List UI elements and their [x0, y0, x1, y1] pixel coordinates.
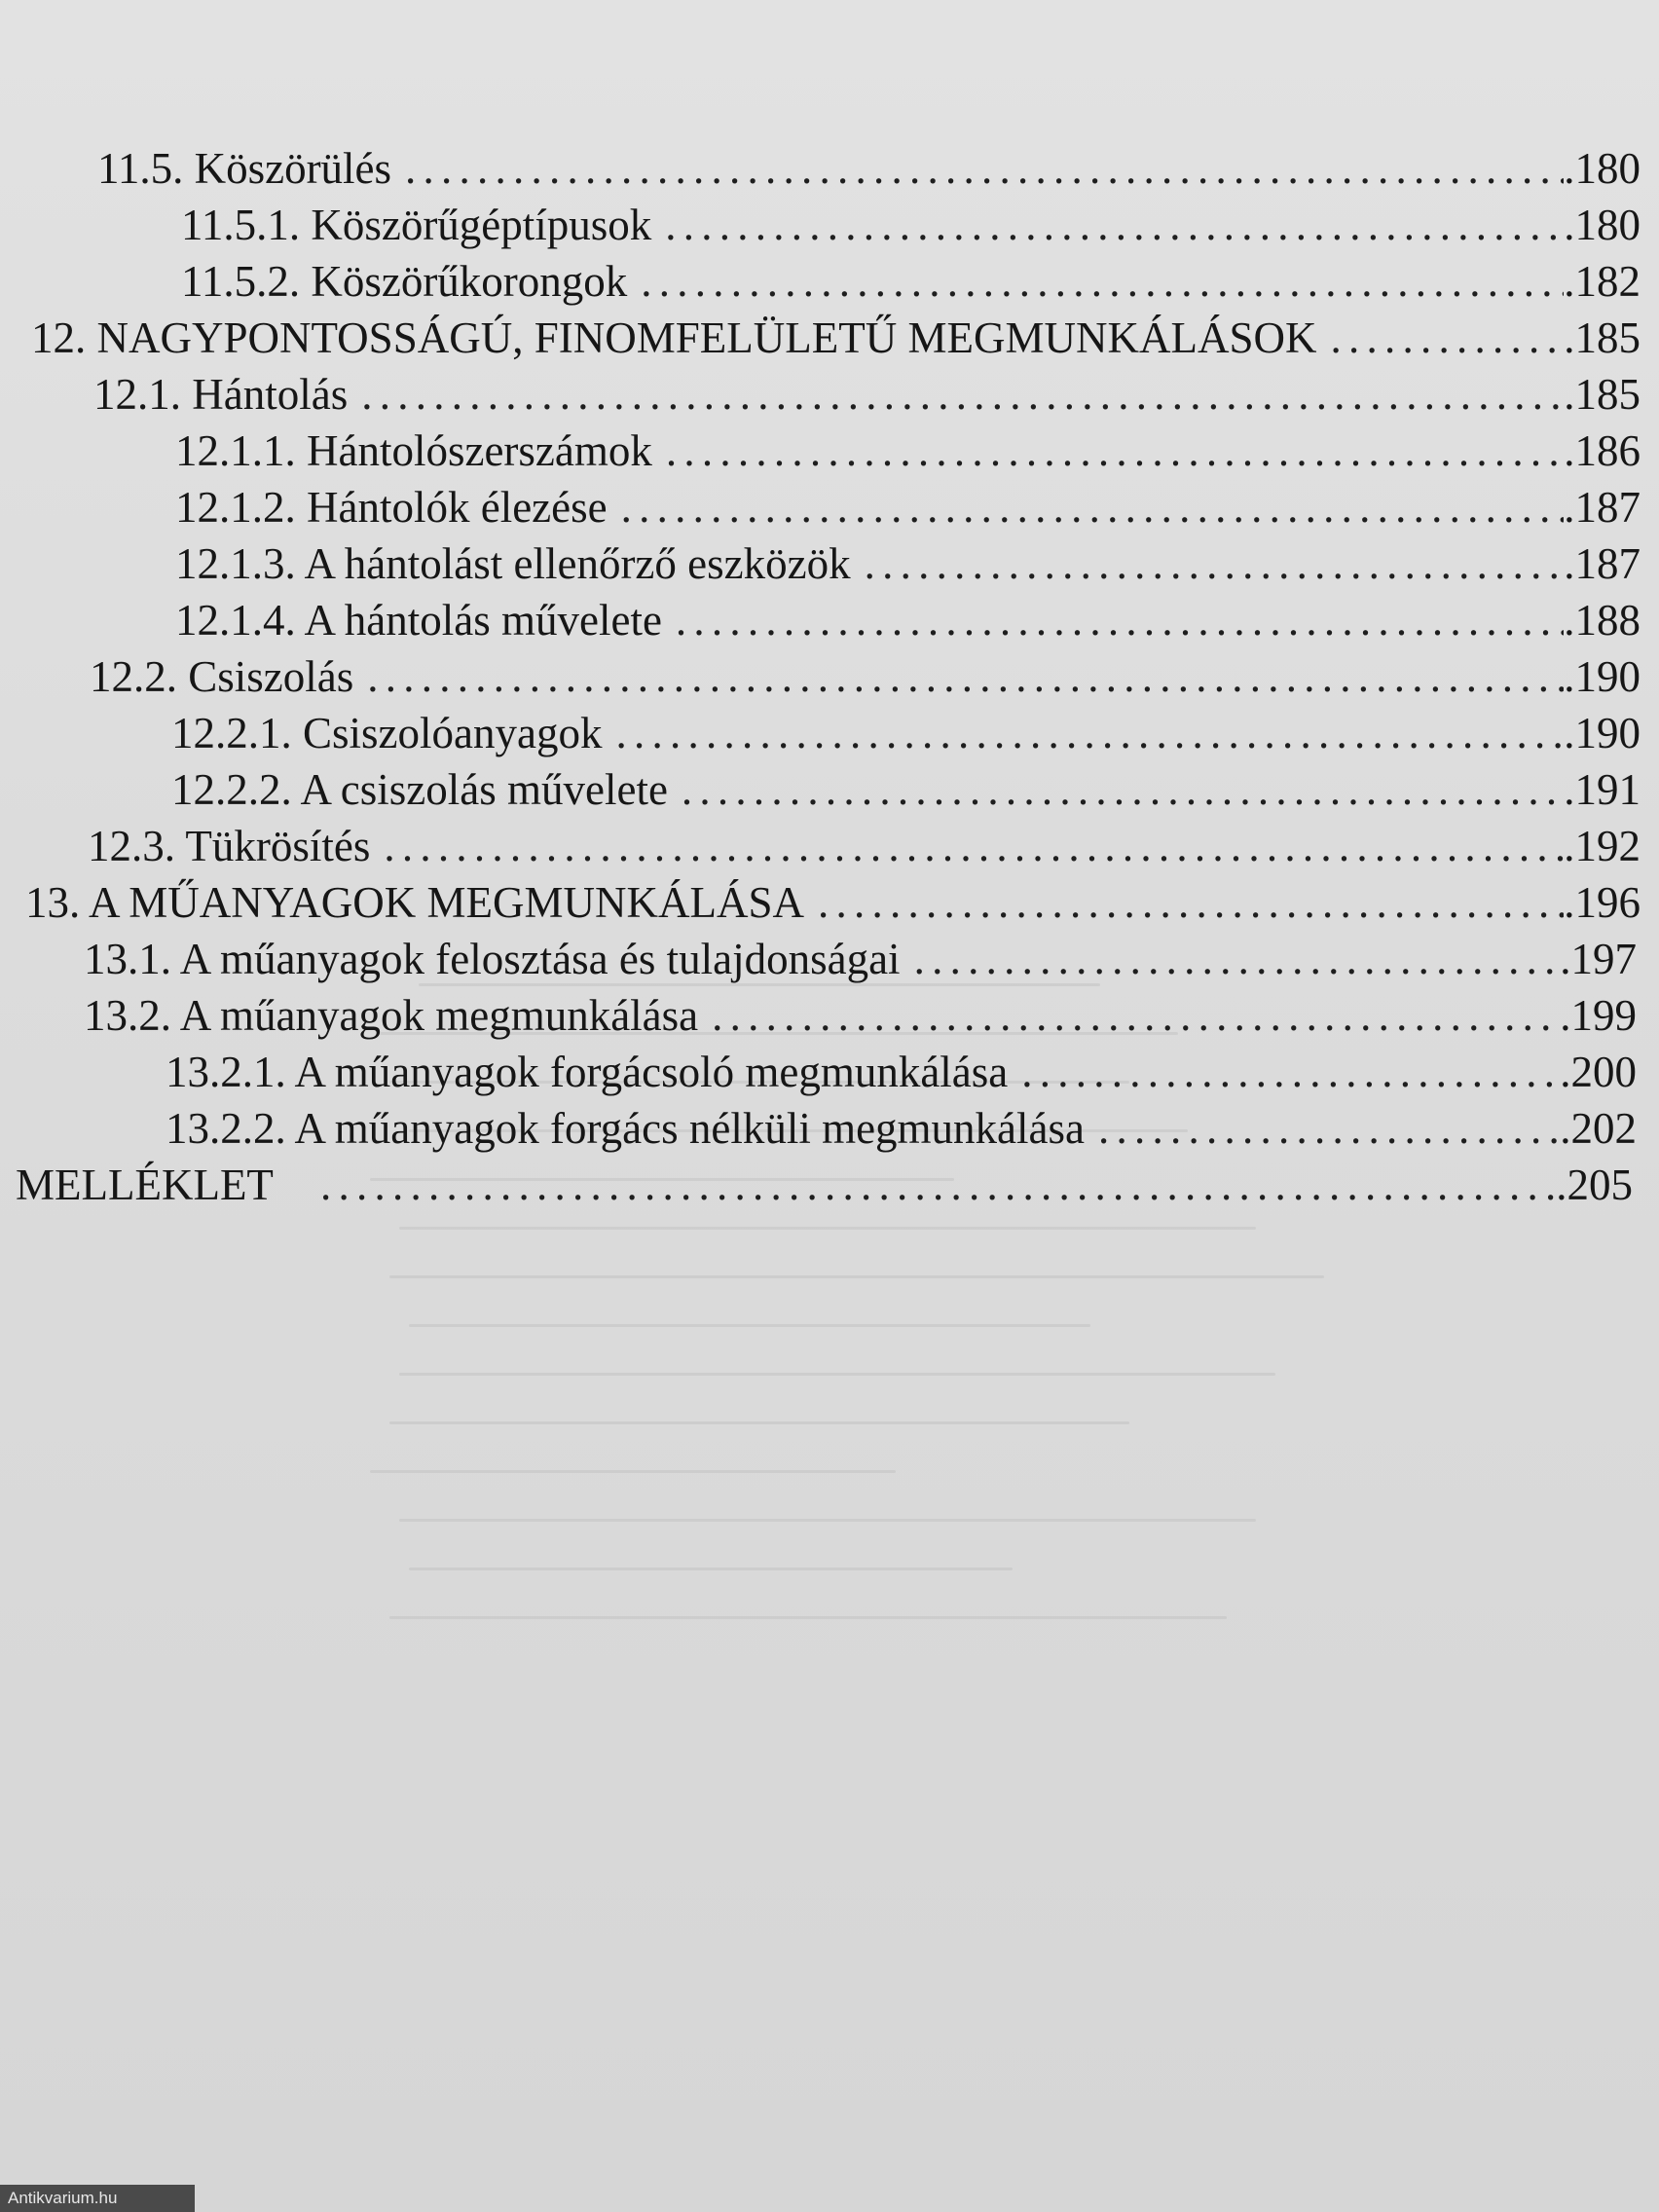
toc-entry-13-1 — [84, 929, 1637, 989]
toc-page-number: .190 — [1564, 652, 1641, 701]
toc-leader-dots — [320, 1155, 1556, 1215]
toc-page-number: .200 — [1560, 1048, 1637, 1096]
toc-entry-title: 12.2.2. A csiszolás művelete — [171, 765, 668, 814]
toc-leader-dots — [384, 816, 1564, 876]
toc-entry-title: 11.5.1. Köszörűgéptípusok — [181, 201, 652, 249]
toc-page-number: .182 — [1564, 257, 1641, 306]
toc-page-number: .185 — [1564, 313, 1641, 362]
toc-entry-title: MELLÉKLET — [16, 1161, 274, 1209]
toc-entry-12-2-2 — [171, 759, 1641, 820]
toc-entry-title: 12.2. Csiszolás — [90, 652, 354, 701]
toc-entry-title: 12.1.4. A hántolás művelete — [175, 596, 662, 645]
toc-entry-13-2-1 — [166, 1042, 1637, 1102]
toc-page-number: .185 — [1564, 370, 1641, 419]
toc-entry-12-2-1 — [171, 703, 1641, 763]
toc-entry-title: 12.1.1. Hántolószerszámok — [175, 426, 652, 475]
toc-leader-dots — [621, 477, 1565, 537]
toc-entry-12-1-2 — [175, 477, 1641, 537]
toc-leader-dots — [1098, 1098, 1560, 1159]
toc-leader-dots — [818, 872, 1564, 933]
toc-page-number: .187 — [1564, 483, 1641, 532]
toc-entry-title: 12.1.2. Hántolók élezése — [175, 483, 608, 532]
toc-entry-13-2-2 — [166, 1098, 1637, 1159]
toc-page-number: .202 — [1560, 1104, 1637, 1153]
toc-page-number: .197 — [1560, 935, 1637, 983]
toc-entry-12-3 — [88, 816, 1641, 876]
toc-entry-12-1-4 — [175, 590, 1641, 650]
toc-leader-dots — [666, 421, 1564, 481]
toc-page-number: .180 — [1564, 144, 1641, 193]
toc-page-number: .187 — [1564, 539, 1641, 588]
toc-entry-title: 11.5. Köszörülés — [97, 144, 392, 193]
toc-page-number: .186 — [1564, 426, 1641, 475]
toc-entry-title: 12.3. Tükrösítés — [88, 822, 371, 870]
toc-page-number: .188 — [1564, 596, 1641, 645]
toc-entry-melleklet — [16, 1155, 1633, 1215]
toc-leader-dots — [367, 646, 1564, 707]
toc-entry-13-2 — [84, 985, 1637, 1046]
toc-page-number: .205 — [1556, 1161, 1633, 1209]
toc-page-number: .190 — [1564, 709, 1641, 757]
toc-page-number: .191 — [1564, 765, 1641, 814]
watermark-label: Antikvarium.hu — [0, 2185, 195, 2212]
toc-entry-title: 12. NAGYPONTOSSÁGÚ, FINOMFELÜLETŰ MEGMUNKÁLÁSOK — [31, 313, 1317, 362]
toc-leader-dots — [641, 251, 1564, 312]
toc-leader-dots — [405, 138, 1564, 199]
toc-entry-title: 13.2.2. A műanyagok forgács nélküli megmunkálása — [166, 1104, 1085, 1153]
toc-entry-11-5-1 — [181, 195, 1641, 255]
toc-entry-title: 13.1. A műanyagok felosztása és tulajdonságai — [84, 935, 901, 983]
toc-entry-title: 13.2.1. A műanyagok forgácsoló megmunkálása — [166, 1048, 1009, 1096]
toc-entry-13 — [25, 872, 1641, 933]
toc-entry-12 — [31, 308, 1641, 368]
toc-entry-title: 11.5.2. Köszörűkorongok — [181, 257, 628, 306]
toc-entry-12-2 — [90, 646, 1641, 707]
toc-entry-title: 12.1.3. A hántolást ellenőrző eszközök — [175, 539, 851, 588]
toc-leader-dots — [665, 195, 1564, 255]
toc-entry-11-5 — [97, 138, 1641, 199]
toc-leader-dots — [615, 703, 1564, 763]
toc-leader-dots — [914, 929, 1561, 989]
toc-entry-title: 13.2. A műanyagok megmunkálása — [84, 991, 699, 1040]
toc-page-number: .180 — [1564, 201, 1641, 249]
toc-leader-dots — [361, 364, 1564, 424]
toc-entry-11-5-2 — [181, 251, 1641, 312]
toc-leader-dots — [682, 759, 1564, 820]
toc-entry-12-1-3 — [175, 534, 1641, 594]
toc-page-number: .196 — [1564, 878, 1641, 927]
toc-leader-dots — [865, 534, 1565, 594]
toc-entry-title: 12.2.1. Csiszolóanyagok — [171, 709, 603, 757]
toc-leader-dots — [676, 590, 1564, 650]
toc-entry-title: 13. A MŰANYAGOK MEGMUNKÁLÁSA — [25, 878, 805, 927]
toc-entry-12-1-1 — [175, 421, 1641, 481]
toc-leader-dots — [1330, 308, 1564, 368]
toc-leader-dots — [1021, 1042, 1560, 1102]
toc-entry-12-1 — [93, 364, 1641, 424]
toc-page-number: .199 — [1560, 991, 1637, 1040]
toc-entry-title: 12.1. Hántolás — [93, 370, 349, 419]
toc-page-number: .192 — [1564, 822, 1641, 870]
toc-leader-dots — [712, 985, 1560, 1046]
